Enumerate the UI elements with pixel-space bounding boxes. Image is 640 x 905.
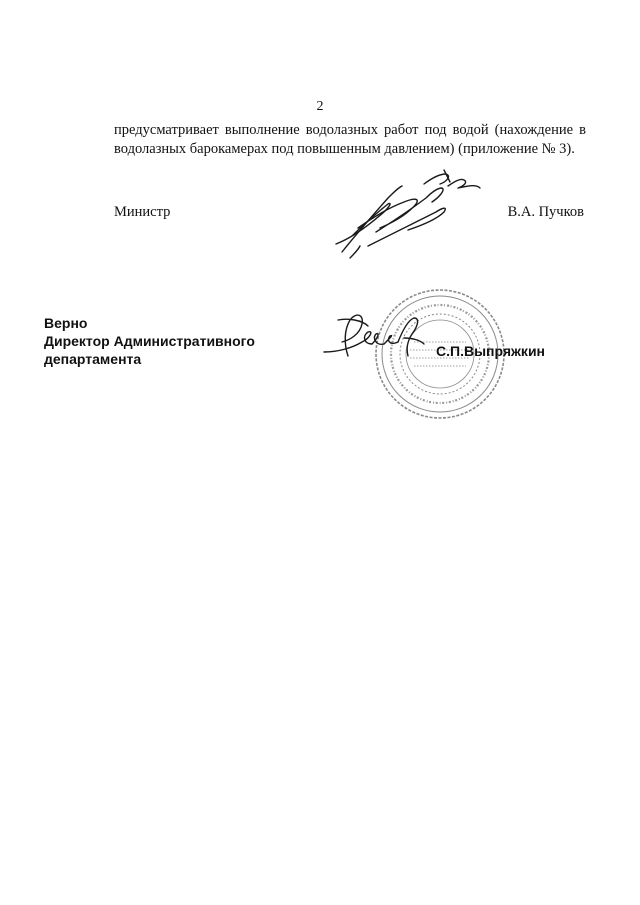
position-line-1: Директор Административного xyxy=(44,333,255,349)
director-signature-icon xyxy=(318,308,428,364)
minister-signature-icon xyxy=(328,162,488,260)
body-line-2: водолазных барокамерах под повышенным давлением) (приложение № 3). xyxy=(114,141,575,157)
page-number: 2 xyxy=(316,99,324,114)
verified-label: Верно xyxy=(44,315,88,331)
position-line-2: департамента xyxy=(44,351,142,367)
certification-block xyxy=(44,314,255,368)
minister-name: В.А. Пучков xyxy=(507,204,584,220)
minister-title: Министр xyxy=(114,204,171,220)
director-name: С.П.Выпряжкин xyxy=(436,343,546,359)
body-line-1: предусматривает выполнение водолазных работ под водой (нахождение в xyxy=(114,122,586,138)
body-paragraph xyxy=(114,121,586,159)
